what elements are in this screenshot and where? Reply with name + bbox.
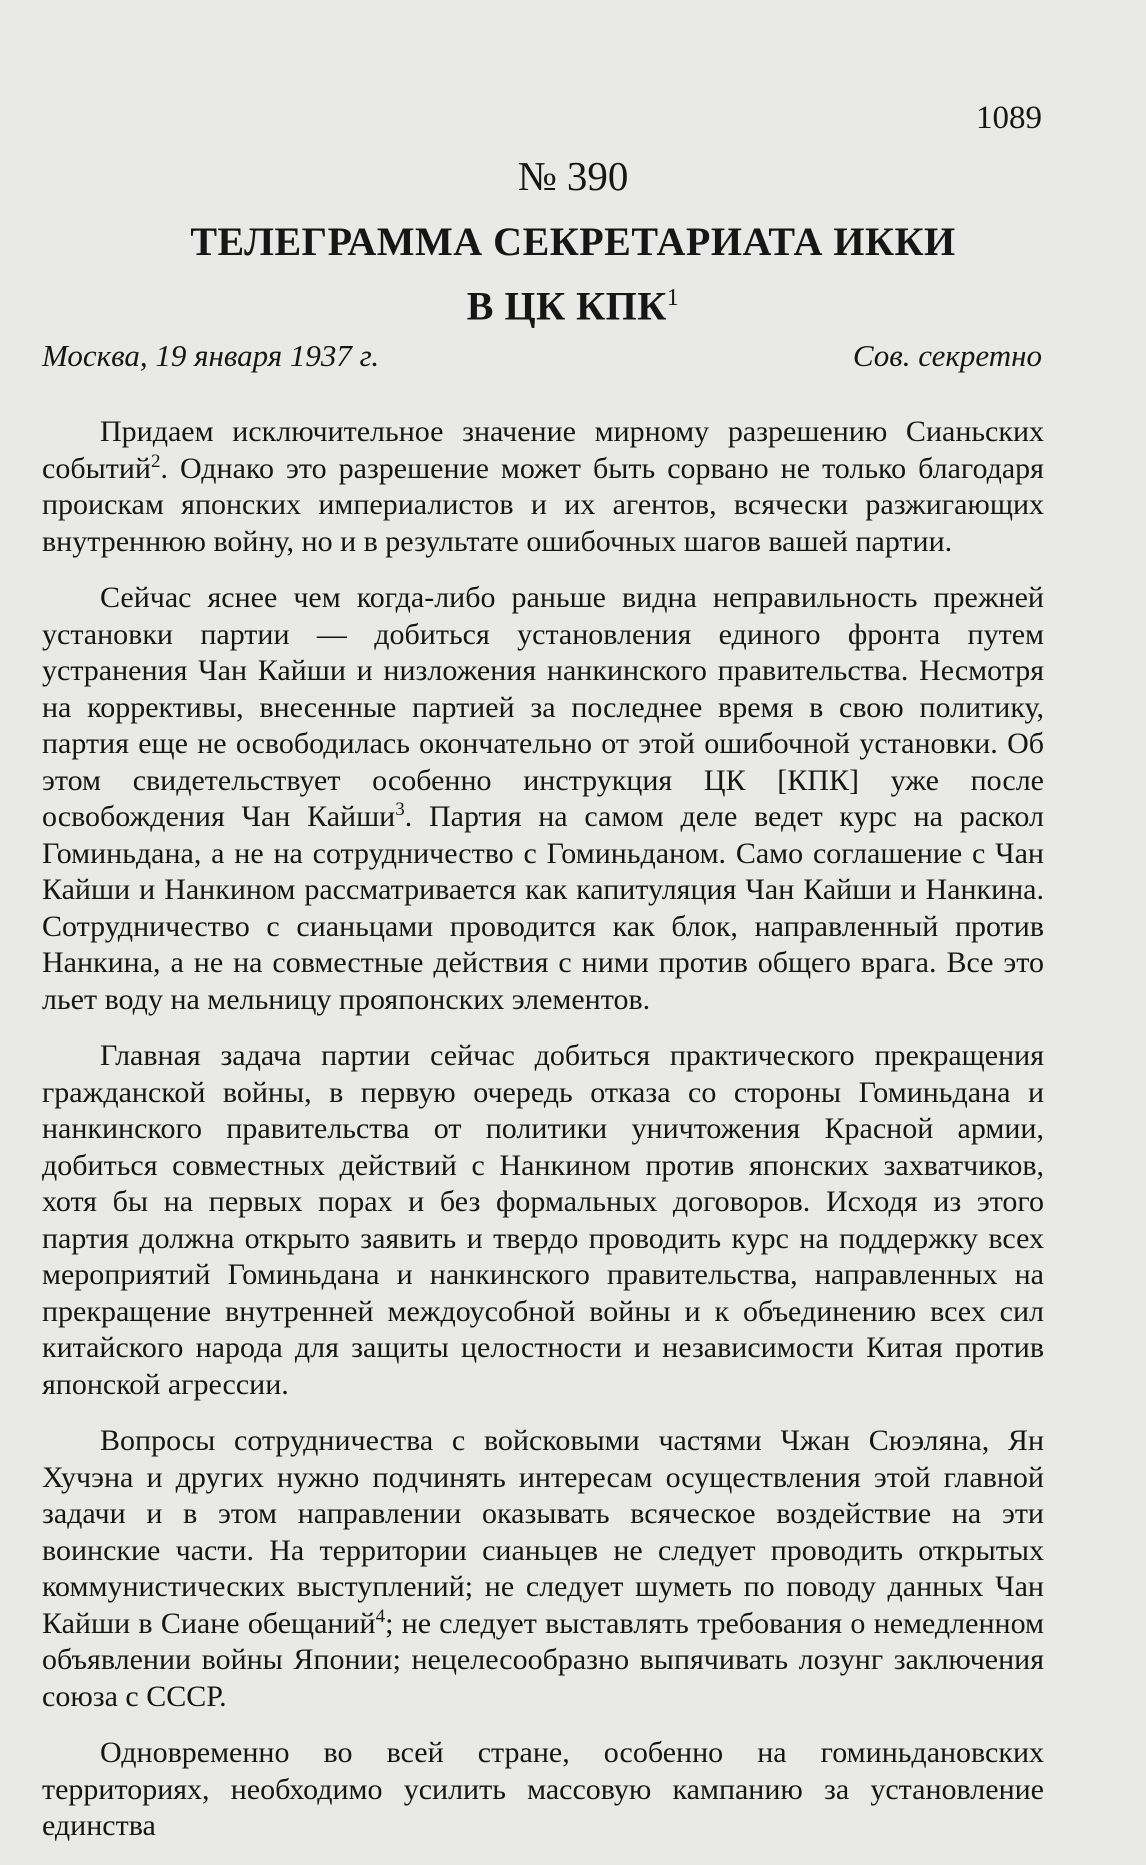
paragraph-4 xyxy=(42,1423,1044,1715)
paragraph-1-text-b: . Однако это разрешение может быть сорвано не только благодаря проискам японских империалистов и их агентов, всячески разжигающих внутреннюю войну, но и в результате ошибочных шагов вашей партии. xyxy=(42,451,1044,558)
footnote-ref-2: 2 xyxy=(150,450,161,472)
paragraph-4-text-b: ; не следует выставлять требования о немедленном объявлении войны Японии; нецелесообразно выпячивать лозунг заключения союза с СССР. xyxy=(42,1606,1044,1713)
paragraph-4-text-a: Вопросы сотрудничества с войсковыми частями Чжан Сюэляна, Ян Хучэна и других нужно подчинять интересам осуществления этой главной задачи и в этом направлении оказывать всяческое воздействие на эти воинские части. На территории сианьцев не следует проводить открытых коммунистических выступлений; не следует шуметь по поводу данных Чан Кайши в Сиане обещаний xyxy=(42,1424,1044,1640)
paragraph-3: Главная задача партии сейчас добиться практического прекращения гражданской войны, в первую очередь отказа со стороны Гоминьдана и нанкинского правительства от политики уничтожения Красной армии, добиться совместных действий с Нанкином против японских захватчиков, хотя бы на первых порах и без формальных договоров. Исходя из этого партия должна открыто заявить и твердо проводить курс на поддержку всех мероприятий Гоминьдана и нанкинского правительства, направленных на прекращение внутренней междоусобной войны и к объединению всех сил китайского народа для защиты целостности и независимости Китая против японской агрессии. xyxy=(42,1039,1044,1401)
telegram-body xyxy=(42,414,1044,1865)
title-line-2 xyxy=(0,270,1146,334)
document-number: № 390 xyxy=(517,153,629,199)
title-line-2-text: В ЦК КПК xyxy=(466,283,667,329)
title-line-1: ТЕЛЕГРАММА СЕКРЕТАРИАТА ИККИ xyxy=(190,219,956,264)
footnote-ref-3: 3 xyxy=(395,799,405,820)
place-date: Москва, 19 января 1937 г. xyxy=(42,338,380,373)
document-title xyxy=(0,214,1146,334)
paragraph-2-text-a: Сейчас яснее чем когда-либо раньше видна неправильность прежней установки партии — добиться установления единого фронта путем устранения Чан Кайши и низложения нанкинского правительства. Несмотря на коррективы, внесенные партией за последнее время в свою политику, партия еще не освободилась окончательно от этой ошибочной установки. Об этом свидетельствует особенно инструкция ЦК [КПК] уже после освобождения Чан Кайши xyxy=(42,581,1044,833)
title-footnote-ref: 1 xyxy=(666,285,680,311)
paragraph-2 xyxy=(42,580,1044,1018)
paragraph-2-text-b: . Партия на самом деле ведет курс на раскол Гоминьдана, а не на сотрудничество с Гоминьданом. Само соглашение с Чан Кайши и Нанкином рассматривается как капитуляция Чан Кайши и Нанкина. Сотрудничество с сианьцами проводится как блок, направленный против Нанкина, а не на совместные действия с ними против общего врага. Все это льет воду на мельницу прояпонских элементов. xyxy=(42,800,1044,1016)
footnote-ref-4: 4 xyxy=(375,1605,386,1627)
page-number: 1089 xyxy=(976,100,1042,136)
paragraph-5: Одновременно во всей стране, особенно на гоминьдановских территориях, необходимо усилить массовую кампанию за установление единства xyxy=(42,1736,1044,1842)
paragraph-1 xyxy=(42,414,1044,560)
paragraph-1-text-a: Придаем исключительное значение мирному разрешению Сианьских событий xyxy=(42,415,1044,485)
classification-mark: Сов. секретно xyxy=(852,338,1042,373)
